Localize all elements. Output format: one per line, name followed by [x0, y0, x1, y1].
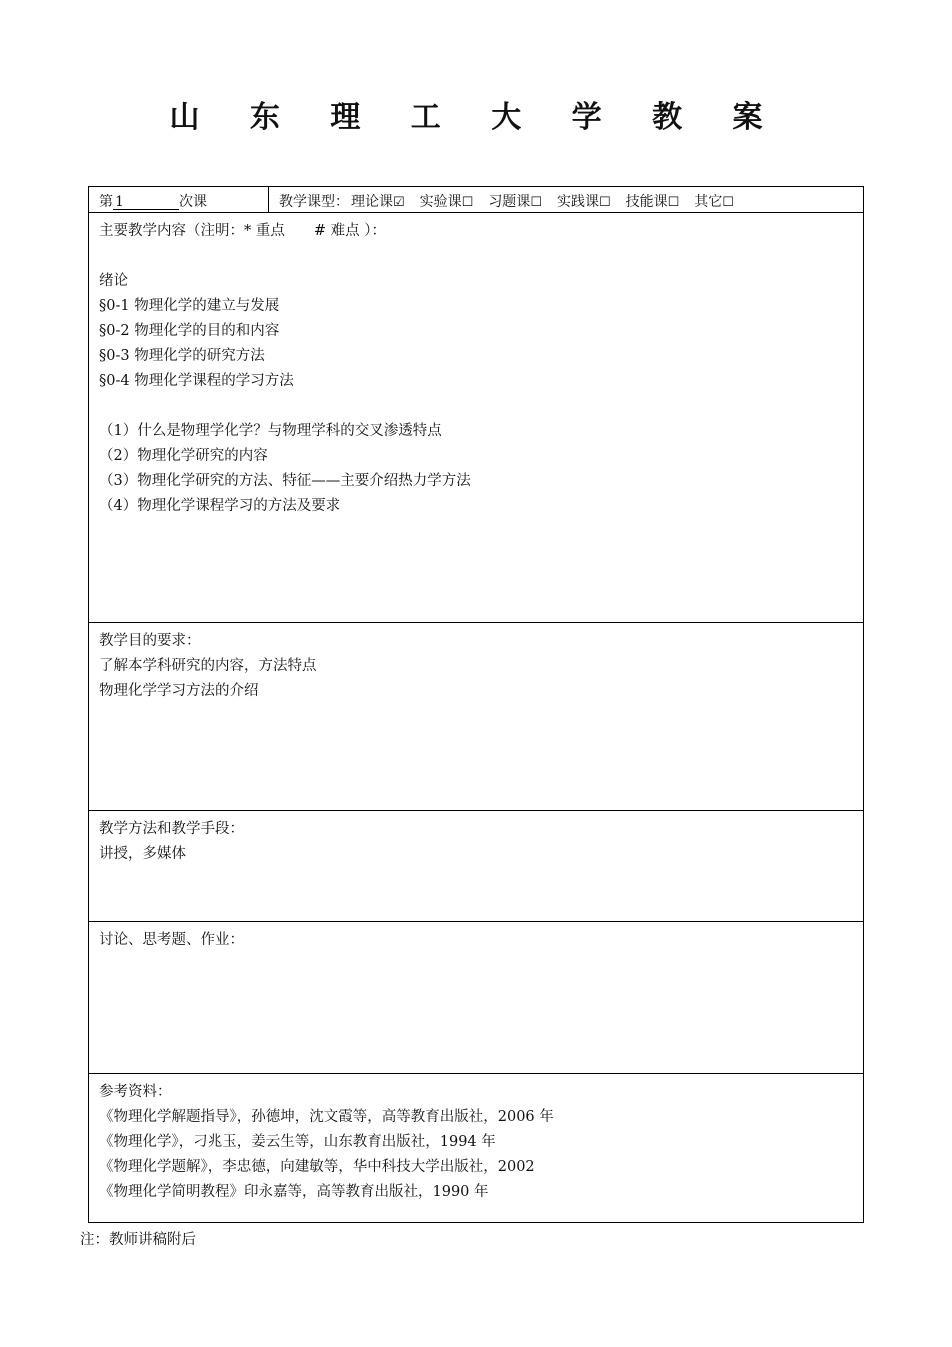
checkbox-checked-icon: ☑	[393, 195, 405, 210]
lesson-suffix: 次课	[179, 194, 207, 210]
references-section	[89, 1074, 863, 1224]
lesson-plan-table	[88, 186, 864, 1223]
lesson-header-row	[89, 187, 863, 213]
footer-note: 注：教师讲稿附后	[80, 1232, 196, 1248]
methods-section	[89, 811, 863, 922]
course-type-other-label: 其它	[694, 194, 723, 210]
course-type-theory-label: 理论课	[351, 194, 393, 210]
course-type-skill	[626, 191, 680, 212]
objective-line: 物理化学学习方法的介绍	[99, 683, 259, 699]
course-type-exercise	[488, 191, 542, 212]
objectives-section	[89, 623, 863, 811]
content-intro: 绪论	[99, 273, 128, 289]
reference-line: 《物理化学题解》，李忠德，向建敏等，华中科技大学出版社，2002	[99, 1159, 535, 1175]
section-heading: 参考资料：	[99, 1084, 172, 1100]
discussion-section	[89, 922, 863, 1074]
course-type-practice-label: 实践课	[556, 194, 599, 210]
lesson-number: 1	[113, 195, 179, 210]
section-heading: 主要教学内容（注明：* 重点 # 难点 ）：	[99, 223, 386, 239]
lesson-number-cell	[89, 187, 269, 212]
reference-line: 《物理化学》，刁兆玉，姜云生等，山东教育出版社，1994 年	[99, 1134, 496, 1150]
content-section-item: §0-3 物理化学的研究方法	[99, 348, 265, 364]
course-type-cell	[269, 187, 749, 212]
section-heading: 教学目的要求：	[99, 633, 201, 649]
section-heading: 教学方法和教学手段：	[99, 821, 244, 837]
method-line: 讲授，多媒体	[99, 846, 186, 862]
course-type-theory	[351, 191, 405, 212]
course-type-other	[694, 191, 734, 212]
course-type-experiment	[420, 191, 474, 212]
reference-line: 《物理化学简明教程》印永嘉等，高等教育出版社，1990 年	[99, 1184, 489, 1200]
course-type-label: 教学课型：	[279, 194, 349, 210]
content-section-item: §0-4 物理化学课程的学习方法	[99, 373, 294, 389]
checkbox-empty-icon: ☐	[598, 195, 611, 210]
content-section-item: §0-2 物理化学的目的和内容	[99, 323, 280, 339]
content-list-item: （4）物理化学课程学习的方法及要求	[99, 498, 341, 514]
content-list-item: （1）什么是物理学化学？与物理学科的交叉渗透特点	[99, 423, 442, 439]
page-title: 山 东 理 工 大 学 教 案	[169, 100, 783, 135]
objective-line: 了解本学科研究的内容，方法特点	[99, 658, 317, 674]
content-list-item: （2）物理化学研究的内容	[99, 448, 268, 464]
content-section-item: §0-1 物理化学的建立与发展	[99, 298, 280, 314]
section-heading: 讨论、思考题、作业：	[99, 932, 244, 948]
content-list-item: （3）物理化学研究的方法、特征——主要介绍热力学方法	[99, 473, 471, 489]
checkbox-empty-icon: ☐	[667, 195, 680, 210]
checkbox-empty-icon: ☐	[722, 195, 734, 210]
course-type-practice	[557, 191, 611, 212]
checkbox-empty-icon: ☐	[530, 195, 542, 210]
reference-line: 《物理化学解题指导》，孙德坤，沈文霞等，高等教育出版社，2006 年	[99, 1109, 554, 1125]
course-type-experiment-label: 实验课	[419, 194, 462, 210]
checkbox-empty-icon: ☐	[461, 195, 474, 210]
lesson-prefix: 第	[99, 194, 113, 210]
course-type-exercise-label: 习题课	[488, 194, 531, 210]
course-type-skill-label: 技能课	[625, 194, 668, 210]
teaching-content-section	[89, 213, 863, 623]
